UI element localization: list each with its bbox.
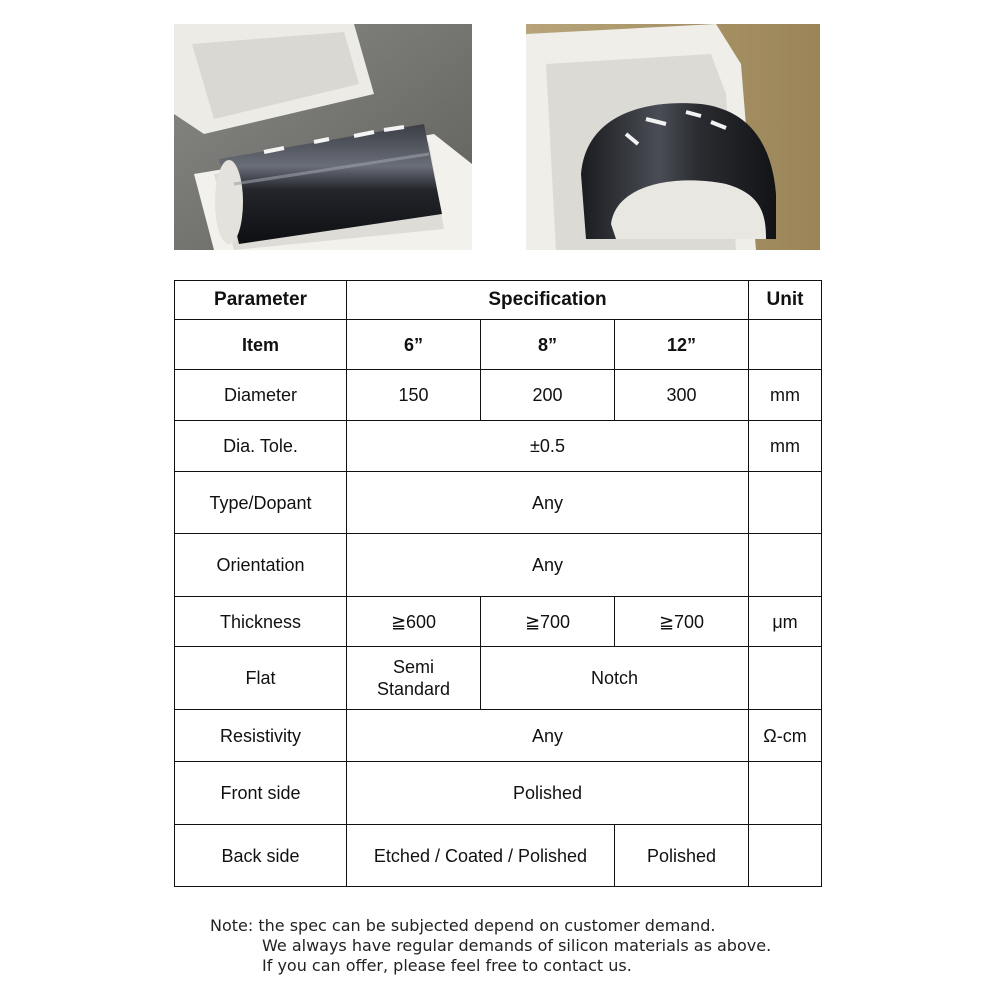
specification-table: [174, 280, 822, 887]
header-unit: Unit: [749, 281, 822, 320]
row-label: Front side: [175, 762, 347, 825]
resistivity-row: [175, 710, 822, 762]
flat-6: [347, 647, 481, 710]
item-unit: [749, 320, 822, 370]
row-unit: Ω-cm: [749, 710, 822, 762]
item-row: [175, 320, 822, 370]
size-12: 12”: [615, 320, 749, 370]
diameter-8: 200: [481, 370, 615, 421]
type-dopant-row: [175, 472, 822, 534]
row-unit: μm: [749, 597, 822, 647]
row-label: Thickness: [175, 597, 347, 647]
thickness-row: [175, 597, 822, 647]
flat-6-line2: Standard: [376, 679, 451, 699]
dia-tole-value: ±0.5: [347, 421, 749, 472]
header-parameter: Parameter: [175, 281, 347, 320]
front-side-value: Polished: [347, 762, 749, 825]
diameter-row: [175, 370, 822, 421]
front-side-row: [175, 762, 822, 825]
row-label: Type/Dopant: [175, 472, 347, 534]
thickness-8: ≧700: [481, 597, 615, 647]
row-label: Resistivity: [175, 710, 347, 762]
row-unit: mm: [749, 421, 822, 472]
flat-8-12: Notch: [481, 647, 749, 710]
thickness-12: ≧700: [615, 597, 749, 647]
diameter-12: 300: [615, 370, 749, 421]
back-side-row: [175, 825, 822, 887]
photo-wafer-stack-upright: [526, 24, 820, 250]
row-unit: [749, 762, 822, 825]
resistivity-value: Any: [347, 710, 749, 762]
size-8: 8”: [481, 320, 615, 370]
item-label: Item: [175, 320, 347, 370]
note-line-1: Note: the spec can be subjected depend on customer demand.: [210, 916, 716, 935]
row-unit: [749, 647, 822, 710]
row-unit: mm: [749, 370, 822, 421]
note-line-3: If you can offer, please feel free to contact us.: [262, 956, 632, 975]
flat-6-line1: Semi: [392, 657, 434, 677]
footer-note: [210, 916, 771, 976]
photo-wafer-ingot-horizontal: [174, 24, 472, 250]
row-label: Diameter: [175, 370, 347, 421]
diameter-6: 150: [347, 370, 481, 421]
header-row: [175, 281, 822, 320]
row-label: Flat: [175, 647, 347, 710]
header-specification: Specification: [347, 281, 749, 320]
row-label: Dia. Tole.: [175, 421, 347, 472]
note-line-2: We always have regular demands of silicon materials as above.: [262, 936, 772, 955]
back-side-12: Polished: [615, 825, 749, 887]
row-label: Back side: [175, 825, 347, 887]
type-dopant-value: Any: [347, 472, 749, 534]
row-unit: [749, 472, 822, 534]
row-unit: [749, 534, 822, 597]
dia-tole-row: [175, 421, 822, 472]
row-label: Orientation: [175, 534, 347, 597]
row-unit: [749, 825, 822, 887]
size-6: 6”: [347, 320, 481, 370]
flat-row: [175, 647, 822, 710]
thickness-6: ≧600: [347, 597, 481, 647]
orientation-row: [175, 534, 822, 597]
orientation-value: Any: [347, 534, 749, 597]
back-side-6-8: Etched / Coated / Polished: [347, 825, 615, 887]
